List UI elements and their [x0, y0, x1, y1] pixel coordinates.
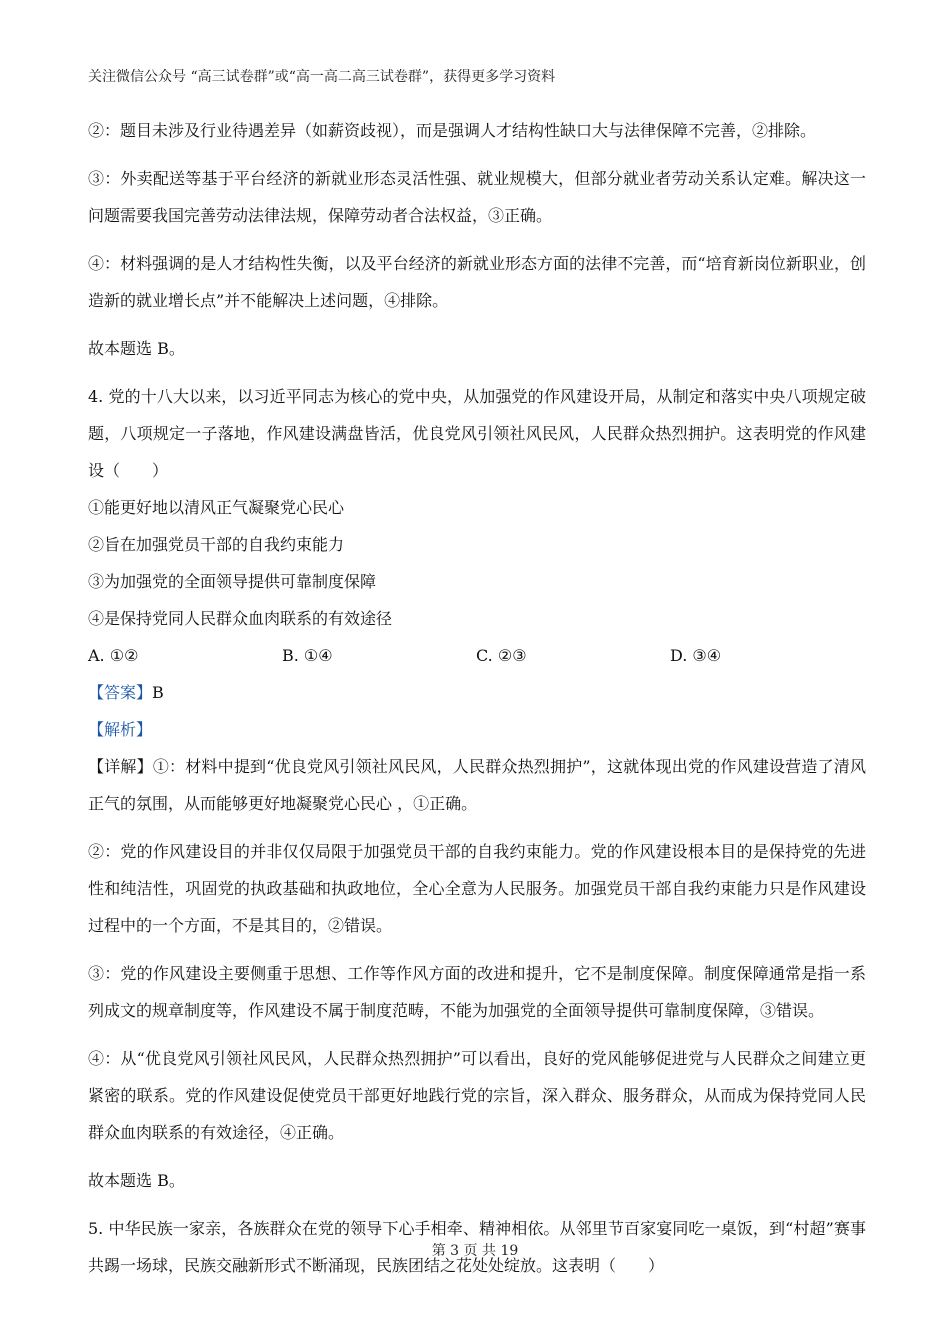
q4-detail-2: ②：党的作风建设目的并非仅仅局限于加强党员干部的自我约束能力。党的作风建设根本目的是保持党的先进性和纯洁性，巩固党的执政基础和执政地位，全心全意为人民服务。加强党员干部自我约束能力只是作风建设过程中的一个方面，不是其目的，②错误。 — [88, 842, 866, 935]
q4-detail-1 — [88, 748, 866, 822]
q4-answer — [88, 674, 866, 711]
q3-analysis-item-3: ③：外卖配送等基于平台经济的新就业形态灵活性强、就业规模大，但部分就业者劳动关系认定难。解决这一问题需要我国完善劳动法律法规，保障劳动者合法权益，③正确。 — [88, 169, 866, 225]
answer-tag: 【答案】 — [88, 683, 153, 702]
q4-detail-1-text: ①：材料中提到“优良党风引领社风民风，人民群众热烈拥护”，这就体现出党的作风建设营造了清风正气的氛围，从而能够更好地凝聚党心民心 ，①正确。 — [88, 757, 866, 813]
q4-analysis-heading — [88, 711, 866, 748]
q3-analysis-item-4: ④：材料强调的是人才结构性失衡，以及平台经济的新就业形态方面的法律不完善，而“培育新岗位新职业，创造新的就业增长点”并不能解决上述问题，④排除。 — [88, 254, 866, 310]
q5-stem: 5. 中华民族一家亲，各族群众在党的领导下心手相牵、精神相依。从邻里节百家宴同吃一桌饭，到“村超”赛事共踢一场球，民族交融新形式不断涌现，民族团结之花处处绽放。这表明（ ） — [88, 1219, 866, 1275]
q4-statement-2: ②旨在加强党员干部的自我约束能力 — [88, 535, 345, 554]
analysis-tag: 【解析】 — [88, 720, 153, 739]
q4-answer-block — [88, 674, 866, 748]
q4-option-c: C. ②③ — [476, 646, 527, 665]
page-header: 关注微信公众号 “高三试卷群”或“高一高二高三试卷群”，获得更多学习资料 — [88, 69, 556, 85]
q4-option-a: A. ①② — [88, 646, 139, 665]
q4-detail-4: ④：从“优良党风引领社风民风，人民群众热烈拥护”可以看出，良好的党风能够促进党与人民群众之间建立更紧密的联系。党的作风建设促使党员干部更好地践行党的宗旨，深入群众、服务群众，从而成为保持党同人民群众血肉联系的有效途径，④正确。 — [88, 1049, 866, 1142]
q3-analysis-item-2: ②：题目未涉及行业待遇差异（如薪资歧视），而是强调人才结构性缺口大与法律保障不完善，②排除。 — [88, 121, 817, 140]
q4-statement-1: ①能更好地以清风正气凝聚党心民心 — [88, 498, 345, 517]
q4-statement-3: ③为加强党的全面领导提供可靠制度保障 — [88, 572, 377, 591]
q4-option-d: D. ③④ — [670, 646, 722, 665]
page-content — [88, 112, 866, 1295]
detail-tag: 【详解】 — [88, 757, 153, 776]
q4-options — [88, 637, 866, 674]
q4-detail-3: ③：党的作风建设主要侧重于思想、工作等作风方面的改进和提升，它不是制度保障。制度保障通常是指一系列成文的规章制度等，作风建设不属于制度范畴，不能为加强党的全面领导提供可靠制度保障，③错误。 — [88, 964, 866, 1020]
q4-statements — [88, 489, 866, 637]
page-footer: 第 3 页 共 19 — [431, 1243, 519, 1259]
q4-option-b: B. ①④ — [282, 646, 333, 665]
q4-conclusion: 故本题选 B。 — [88, 1171, 185, 1190]
q4-stem: 4. 党的十八大以来，以习近平同志为核心的党中央，从加强党的作风建设开局，从制定和落实中央八项规定破题，八项规定一子落地，作风建设满盘皆活，优良党风引领社风民风，人民群众热烈拥护。这表明党的作风建设（ ） — [88, 387, 866, 480]
answer-value: B — [152, 683, 164, 702]
q4-statement-4: ④是保持党同人民群众血肉联系的有效途径 — [88, 609, 393, 628]
q3-conclusion: 故本题选 B。 — [88, 339, 185, 358]
